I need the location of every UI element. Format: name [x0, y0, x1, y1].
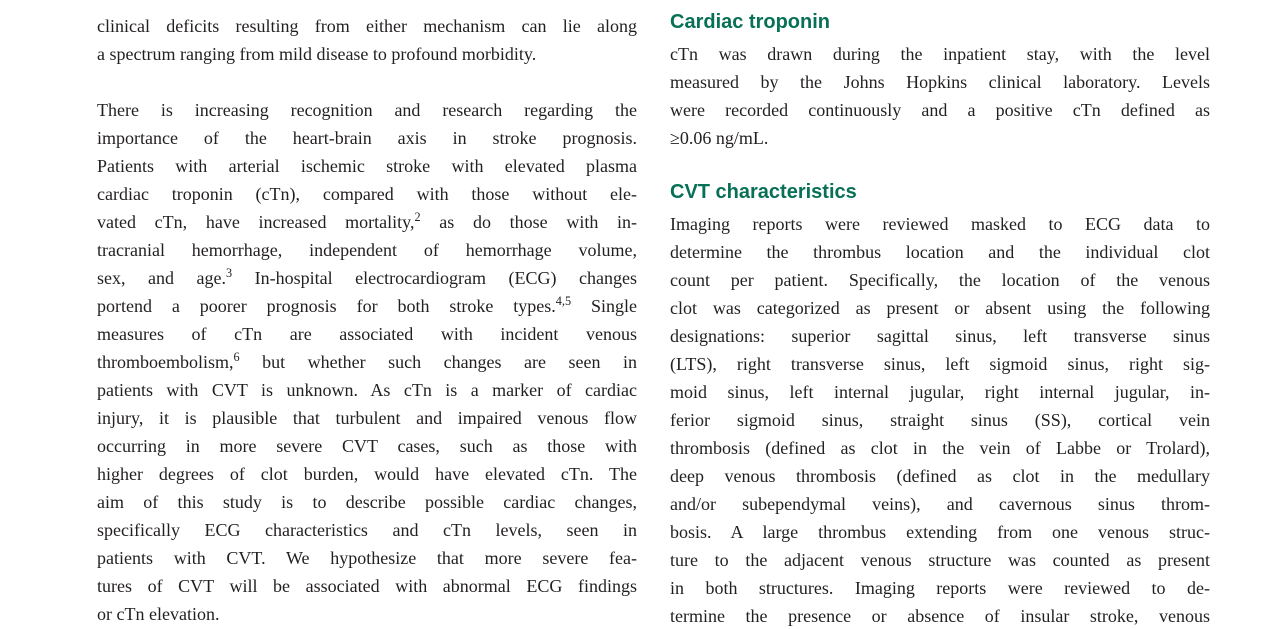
text-line: higher degrees of clot burden, would have elevated cTn. The	[97, 464, 637, 484]
text-line: determine the thrombus location and the individual clot	[670, 242, 1210, 262]
text-line: a spectrum ranging from mild disease to profound morbidity.	[97, 44, 537, 64]
text-line: ferior sigmoid sinus, straight sinus (SS), cortical vein	[670, 410, 1210, 430]
paragraph-cvt-characteristics	[670, 210, 1210, 629]
paragraph-intro-end	[97, 12, 637, 68]
paragraph-cardiac-troponin	[670, 40, 1210, 152]
text-line: aim of this study is to describe possible cardiac changes,	[97, 492, 637, 512]
text-line: Imaging reports were reviewed masked to ECG data to	[670, 214, 1210, 234]
section-heading-cvt-characteristics: CVT characteristics	[670, 181, 857, 203]
text-line: moid sinus, left internal jugular, right internal jugular, in-	[670, 382, 1210, 402]
text-line: (LTS), right transverse sinus, left sigmoid sinus, right sig-	[670, 354, 1210, 374]
text-line: count per patient. Specifically, the location of the venous	[670, 270, 1210, 290]
reference-superscript: 2	[414, 210, 421, 224]
text-line: vated cTn, have increased mortality,$^2$ as do those with in-	[97, 210, 637, 232]
text-line: or cTn elevation.	[97, 604, 220, 624]
text-line: bosis. A large thrombus extending from one venous struc-	[670, 522, 1210, 542]
text-line: patients with CVT is unknown. As cTn is a marker of cardiac	[97, 380, 637, 400]
text-line: in both structures. Imaging reports were reviewed to de-	[670, 578, 1210, 598]
text-line: There is increasing recognition and research regarding the	[97, 100, 637, 120]
text-line: ≥0.06 ng/mL.	[670, 128, 769, 148]
paragraph-heart-brain-axis	[97, 96, 637, 628]
text-line: deep venous thrombosis (defined as clot in the medullary	[670, 466, 1210, 486]
text-line: measured by the Johns Hopkins clinical laboratory. Levels	[670, 72, 1210, 92]
text-line: tracranial hemorrhage, independent of hemorrhage volume,	[97, 240, 637, 260]
text-line: cardiac troponin (cTn), compared with those without ele-	[97, 184, 637, 204]
text-line: Patients with arterial ischemic stroke with elevated plasma	[97, 156, 637, 176]
reference-superscript: 3	[225, 266, 233, 280]
text-line: measures of cTn are associated with incident venous	[97, 324, 637, 344]
text-line: patients with CVT. We hypothesize that more severe fea-	[97, 548, 637, 568]
text-line: sex, and age.$^3$ In-hospital electrocardiogram (ECG) changes	[97, 266, 637, 288]
text-line: tures of CVT will be associated with abnormal ECG findings	[97, 576, 637, 596]
section-cvt-characteristics	[670, 178, 1210, 629]
text-line: clinical deficits resulting from either mechanism can lie along	[97, 16, 637, 36]
text-line: designations: superior sagittal sinus, left transverse sinus	[670, 326, 1210, 346]
text-line: specifically ECG characteristics and cTn levels, seen in	[97, 520, 637, 540]
right-text-column	[670, 8, 1210, 629]
text-line: and/or subependymal veins), and cavernous sinus throm-	[670, 494, 1210, 514]
text-line: ture to the adjacent venous structure was counted as present	[670, 550, 1210, 570]
text-line: thrombosis (defined as clot in the vein of Labbe or Trolard),	[670, 438, 1210, 458]
text-line: clot was categorized as present or absent using the following	[670, 298, 1210, 318]
text-line: occurring in more severe CVT cases, such as those with	[97, 436, 637, 456]
text-line: were recorded continuously and a positive cTn defined as	[670, 100, 1210, 120]
text-line: cTn was drawn during the inpatient stay, with the level	[670, 44, 1210, 64]
text-line: importance of the heart-brain axis in stroke prognosis.	[97, 128, 637, 148]
text-line: termine the presence or absence of insular stroke, venous	[670, 606, 1210, 626]
left-text-column	[97, 12, 637, 628]
text-line: portend a poorer prognosis for both stroke types.$^{4,5}$ Single	[97, 294, 637, 316]
text-line: thromboembolism,$^6$ but whether such changes are seen in	[97, 350, 637, 372]
section-cardiac-troponin	[670, 8, 1210, 152]
reference-superscript: 6	[233, 350, 240, 364]
reference-superscript: 4,5	[555, 294, 572, 308]
text-line: injury, it is plausible that turbulent and impaired venous flow	[97, 408, 637, 428]
section-heading-cardiac-troponin: Cardiac troponin	[670, 11, 831, 33]
